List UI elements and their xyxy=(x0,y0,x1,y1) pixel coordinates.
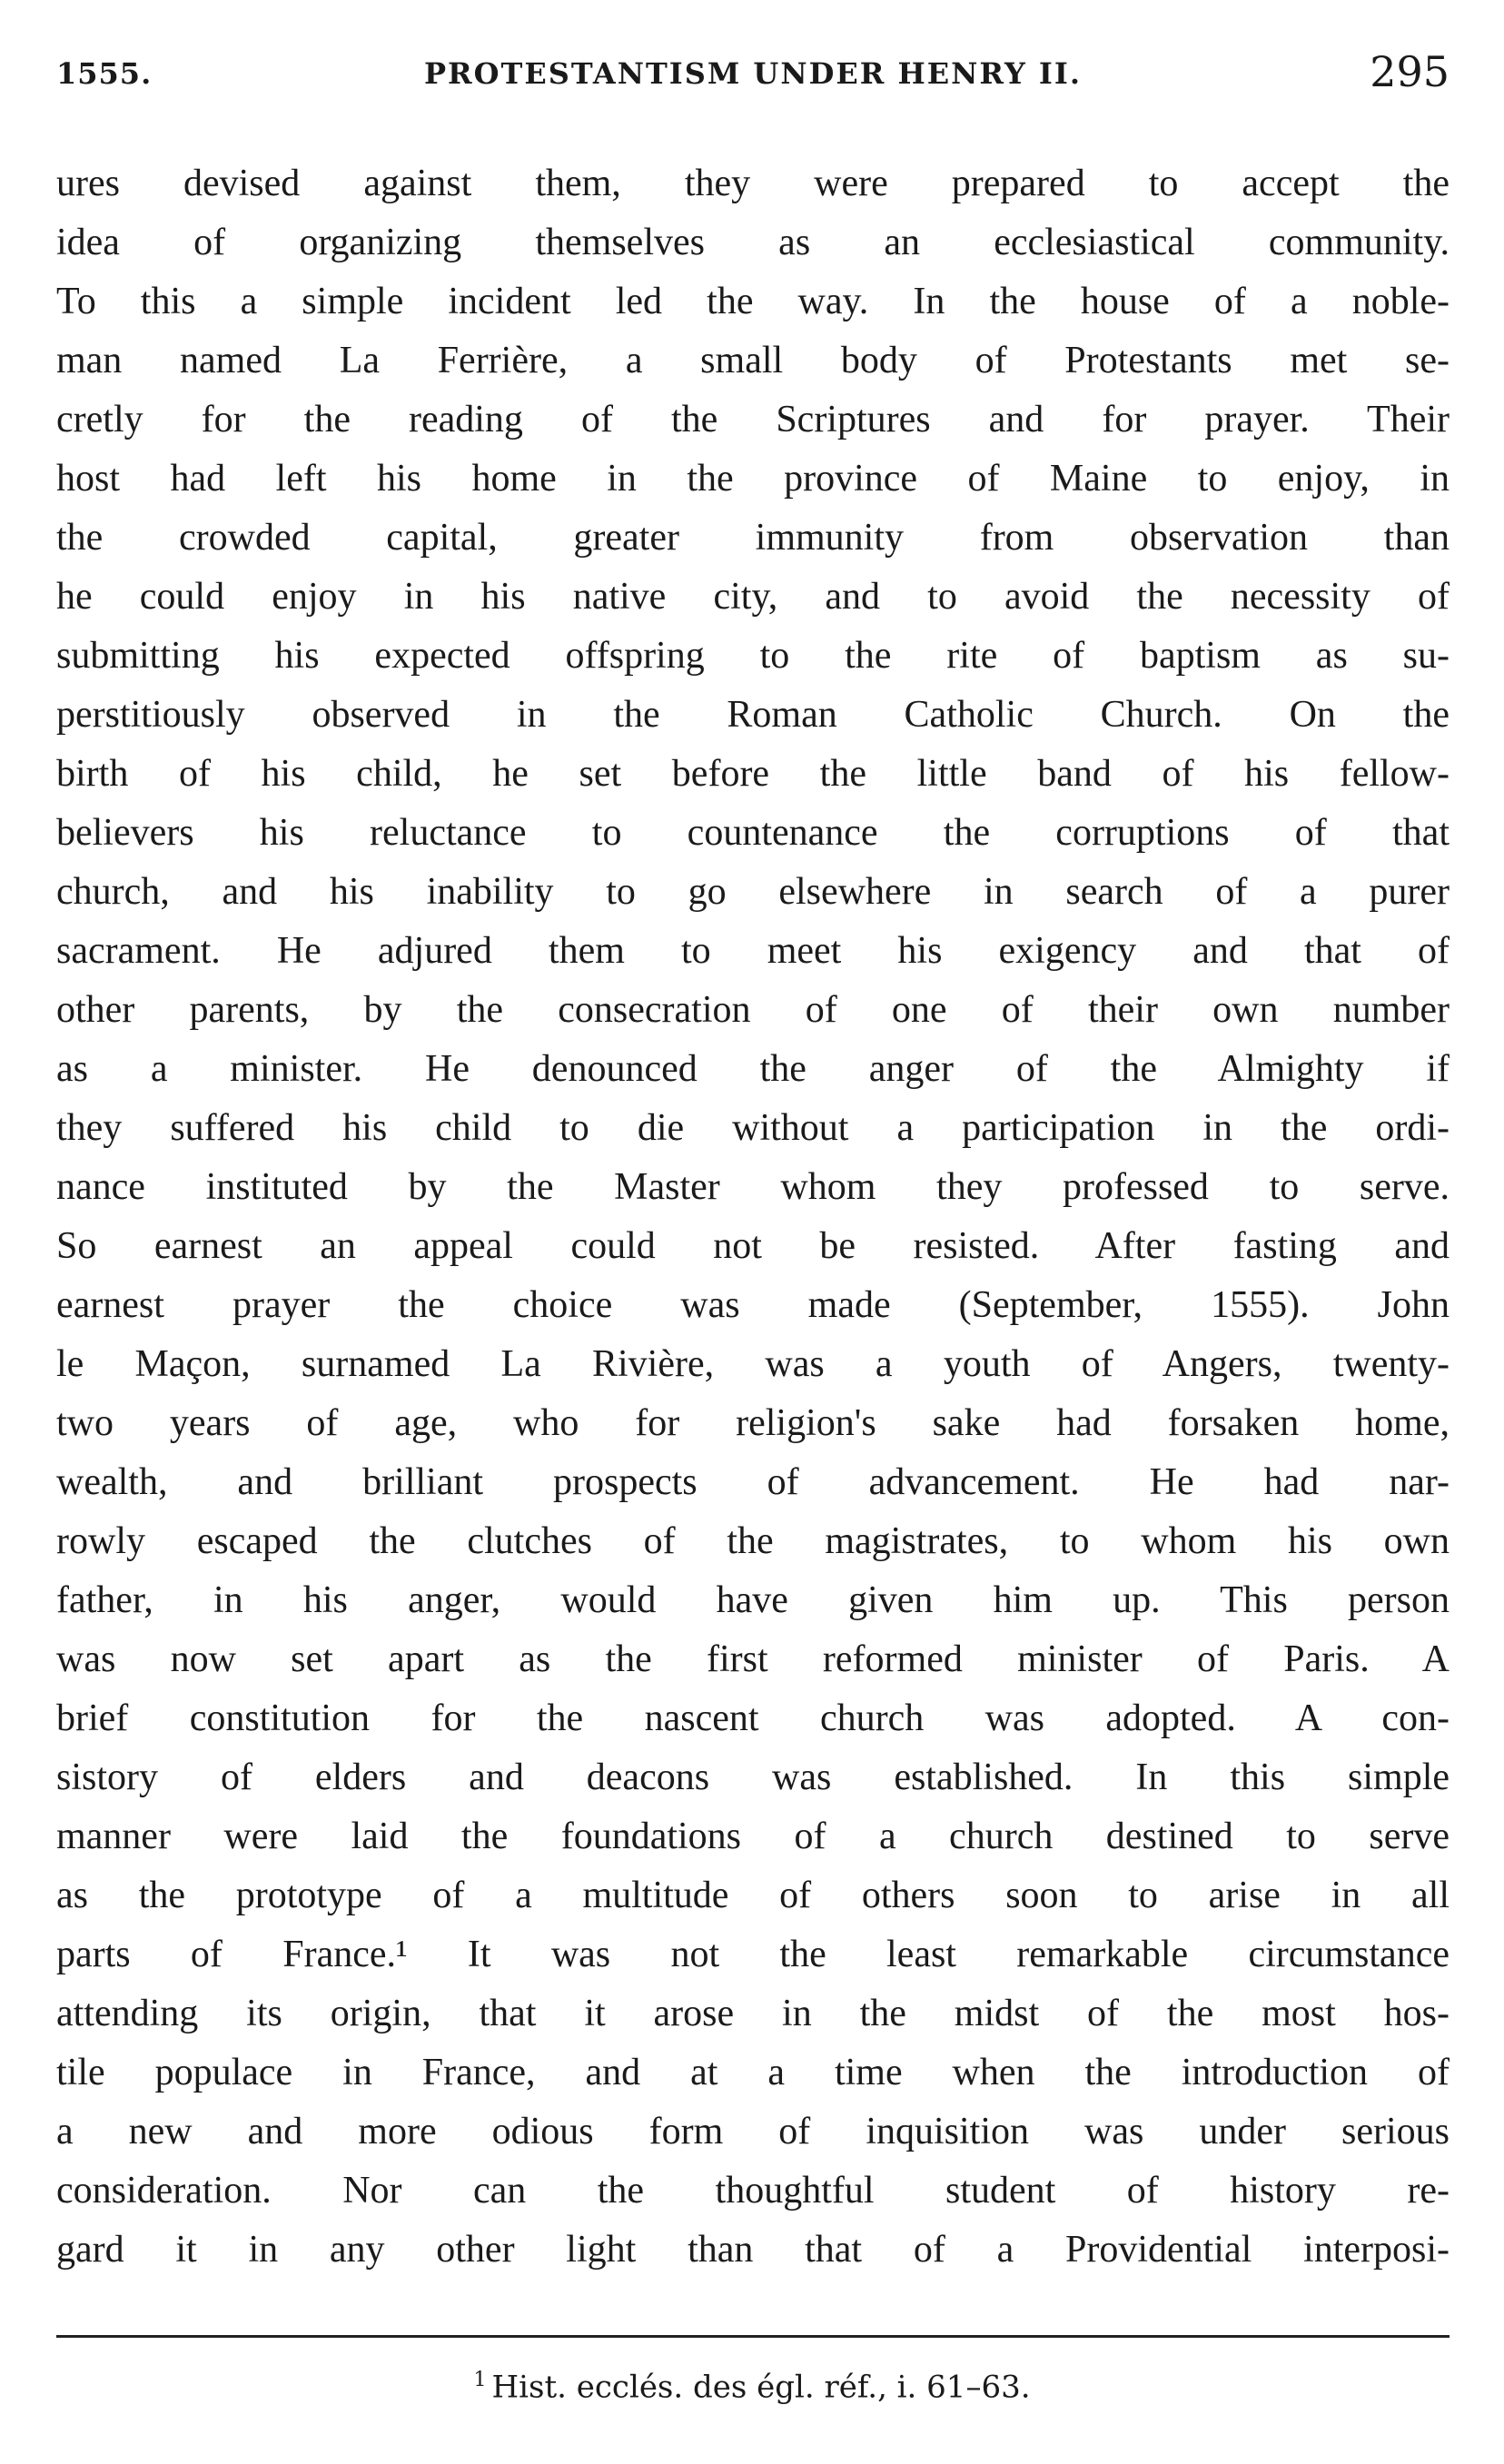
text-line: other parents, by the consecration of one of their own number xyxy=(56,989,1450,1031)
body-text xyxy=(56,154,1450,2280)
text-line: gard it in any other light than that of a Providential interposi- xyxy=(56,2229,1450,2271)
text-line: To this a simple incident led the way. In the house of a noble- xyxy=(56,281,1450,322)
text-line: parts of France.¹ It was not the least remarkable circumstance xyxy=(56,1934,1450,1975)
text-line: tile populace in France, and at a time when the introduction of xyxy=(56,2052,1450,2093)
footnote-divider xyxy=(56,2335,1450,2338)
text-line: birth of his child, he set before the little band of his fellow- xyxy=(56,753,1450,795)
text-line: believers his reluctance to countenance the corruptions of that xyxy=(56,812,1450,854)
text-line: sistory of elders and deacons was established. In this simple xyxy=(56,1756,1450,1798)
footnote xyxy=(0,2369,1504,2405)
text-line: a new and more odious form of inquisition was under serious xyxy=(56,2111,1450,2152)
text-line: perstitiously observed in the Roman Catholic Church. On the xyxy=(56,694,1450,736)
text-line: two years of age, who for religion's sake had forsaken home, xyxy=(56,1402,1450,1444)
running-head-year: 1555. xyxy=(56,56,153,91)
text-line: earnest prayer the choice was made (September, 1555). John xyxy=(56,1284,1450,1326)
text-line: man named La Ferrière, a small body of Protestants met se- xyxy=(56,340,1450,381)
text-line: church, and his inability to go elsewhere in search of a purer xyxy=(56,871,1450,913)
text-line: host had left his home in the province of Maine to enjoy, in xyxy=(56,458,1450,500)
text-line: attending its origin, that it arose in the midst of the most hos- xyxy=(56,1993,1450,2034)
footnote-mark: 1 xyxy=(473,2369,487,2391)
text-line: wealth, and brilliant prospects of advancement. He had nar- xyxy=(56,1461,1450,1503)
text-line: cretly for the reading of the Scriptures and for prayer. Their xyxy=(56,399,1450,440)
text-line: manner were laid the foundations of a church destined to serve xyxy=(56,1816,1450,1857)
text-line: as a minister. He denounced the anger of the Almighty if xyxy=(56,1048,1450,1090)
text-line: the crowded capital, greater immunity from observation than xyxy=(56,517,1450,559)
footnote-text: Hist. ecclés. des égl. réf., i. 61–63. xyxy=(491,2369,1031,2406)
text-line: he could enjoy in his native city, and to avoid the necessity of xyxy=(56,576,1450,618)
running-head-title: PROTESTANTISM UNDER HENRY II. xyxy=(423,56,1082,91)
text-line: rowly escaped the clutches of the magistrates, to whom his own xyxy=(56,1520,1450,1562)
text-line: consideration. Nor can the thoughtful student of history re- xyxy=(56,2170,1450,2212)
text-line: le Maçon, surnamed La Rivière, was a youth of Angers, twenty- xyxy=(56,1343,1450,1385)
text-line: So earnest an appeal could not be resisted. After fasting and xyxy=(56,1225,1450,1267)
running-head xyxy=(56,47,1450,105)
text-line: nance instituted by the Master whom they professed to serve. xyxy=(56,1166,1450,1208)
text-line: they suffered his child to die without a participation in the ordi- xyxy=(56,1107,1450,1149)
text-line: father, in his anger, would have given him up. This person xyxy=(56,1579,1450,1621)
text-line: submitting his expected offspring to the rite of baptism as su- xyxy=(56,635,1450,677)
page-number: 295 xyxy=(1370,47,1450,96)
text-line: sacrament. He adjured them to meet his exigency and that of xyxy=(56,930,1450,972)
text-line: was now set apart as the first reformed minister of Paris. A xyxy=(56,1638,1450,1680)
text-line: brief constitution for the nascent church was adopted. A con- xyxy=(56,1697,1450,1739)
text-line: as the prototype of a multitude of others soon to arise in all xyxy=(56,1875,1450,1916)
text-line: idea of organizing themselves as an ecclesiastical community. xyxy=(56,222,1450,263)
text-line: ures devised against them, they were prepared to accept the xyxy=(56,163,1450,204)
